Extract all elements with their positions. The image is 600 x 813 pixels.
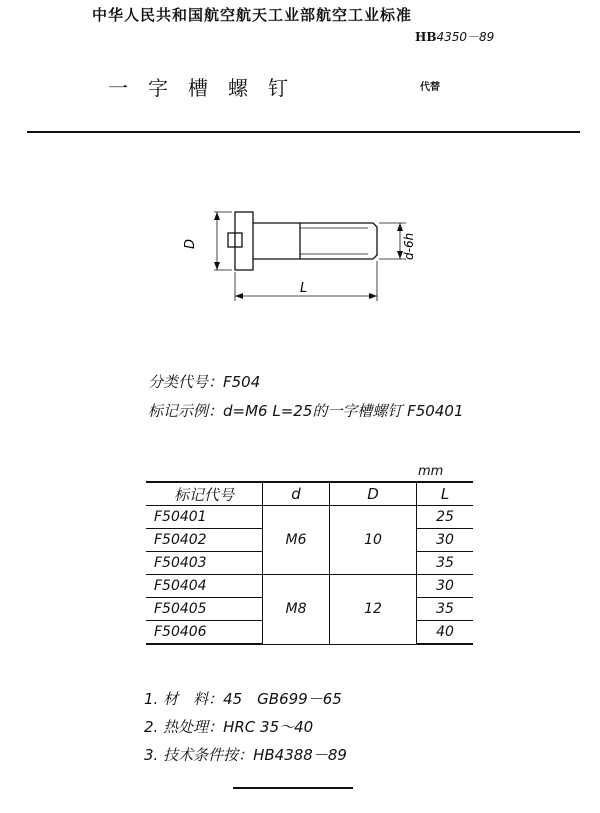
dimension-label-L: L (300, 281, 308, 296)
classification-label: 分类代号： (148, 373, 224, 391)
header-divider (27, 131, 580, 133)
cell-code: F50405 (146, 598, 263, 621)
cell-L: 35 (417, 598, 474, 621)
note-technical-conditions: 3. 技术条件按：HB4388－89 (144, 746, 347, 764)
standard-code: 4350－89 (436, 30, 495, 44)
cell-D: 10 (330, 506, 417, 575)
cell-code: F50404 (146, 575, 263, 598)
screw-head (235, 212, 253, 270)
note-heat-treatment: 2. 热处理：HRC 35～40 (144, 718, 314, 736)
marking-example-label: 标记示例： (148, 402, 224, 420)
cell-d: M6 (263, 506, 330, 575)
screw-drawing (170, 195, 430, 315)
screw-tip (373, 223, 377, 259)
cell-L: 30 (417, 529, 474, 552)
header-D: D (330, 482, 417, 506)
dimension-label-d: d-6h (402, 232, 416, 260)
cell-d: M8 (263, 575, 330, 645)
table-row (146, 506, 473, 529)
cell-L: 25 (417, 506, 474, 529)
dimension-table (146, 481, 473, 645)
table-row (146, 575, 473, 598)
header-L: L (417, 482, 474, 506)
end-rule (233, 787, 353, 789)
cell-code: F50403 (146, 552, 263, 575)
classification-code (148, 371, 260, 392)
marking-example (148, 400, 464, 421)
cell-L: 30 (417, 575, 474, 598)
standard-number (415, 28, 494, 45)
replaces-label: 代替 (420, 82, 440, 93)
table-header-row (146, 482, 473, 506)
unit-label: mm (418, 464, 444, 479)
classification-value: F504 (223, 373, 261, 391)
standard-prefix: HB (415, 30, 437, 44)
cell-L: 35 (417, 552, 474, 575)
cell-L: 40 (417, 621, 474, 645)
cell-code: F50406 (146, 621, 263, 645)
header-d: d (263, 482, 330, 506)
header-code: 标记代号 (146, 482, 263, 506)
document-title: 一字槽螺钉 (108, 76, 308, 100)
cell-code: F50401 (146, 506, 263, 529)
marking-example-value: d=M6 L=25的一字槽螺钉 F50401 (223, 402, 464, 420)
cell-code: F50402 (146, 529, 263, 552)
issuing-organization: 中华人民共和国航空航天工业部航空工业标准 (92, 6, 413, 24)
cell-D: 12 (330, 575, 417, 645)
dimension-label-D: D (183, 238, 198, 249)
note-material: 1. 材 料：45 GB699－65 (144, 690, 342, 708)
